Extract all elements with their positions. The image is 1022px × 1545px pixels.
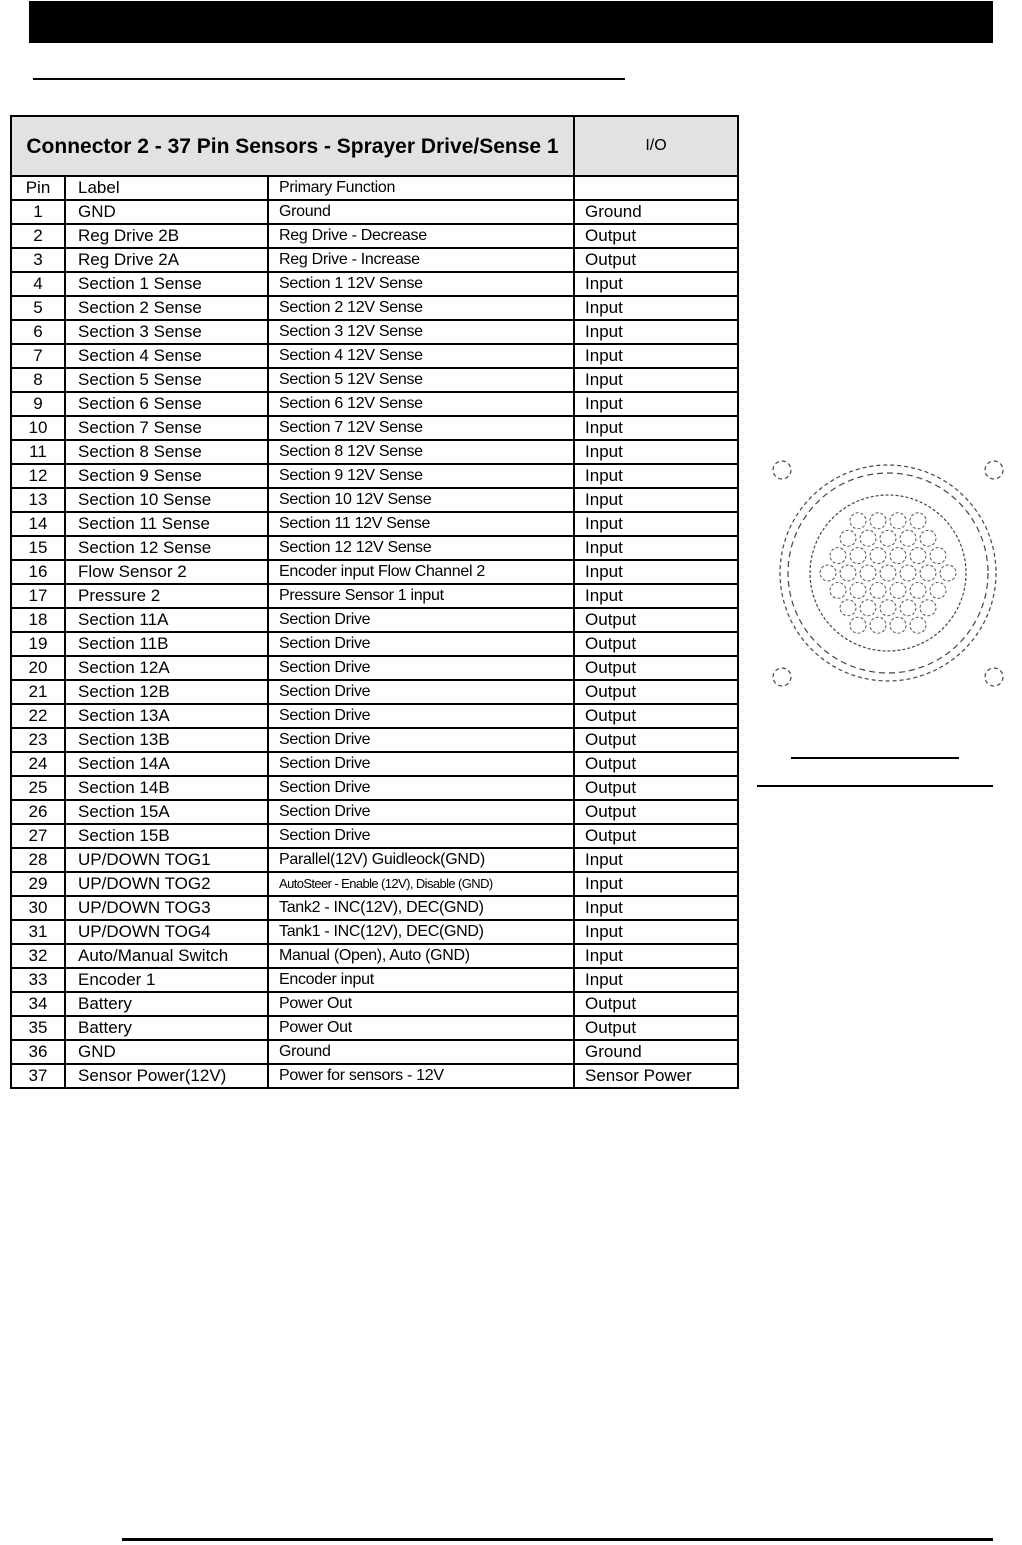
pin-number: 19 [11,632,65,656]
pin-number: 28 [11,848,65,872]
table-row [11,224,738,248]
pin-io-type: Input [574,440,738,464]
pin-label: Reg Drive 2B [65,224,268,248]
pin-function: Section 12 12V Sense [268,536,574,560]
pin-function: Section 4 12V Sense [268,344,574,368]
pin-label: UP/DOWN TOG2 [65,872,268,896]
pin-number: 18 [11,608,65,632]
pin-number: 20 [11,656,65,680]
connector-pin-field [820,513,956,633]
pin-function: Section Drive [268,800,574,824]
figure-caption-rule [791,757,959,759]
pin-io-type: Output [574,752,738,776]
connector-pin [870,513,886,529]
pin-function: Power Out [268,1016,574,1040]
pin-io-type: Input [574,272,738,296]
pin-function: Power for sensors - 12V [268,1064,574,1088]
pin-number: 13 [11,488,65,512]
pin-label: Flow Sensor 2 [65,560,268,584]
pin-io-type: Output [574,608,738,632]
pinout-table [10,115,739,1089]
pin-function: Ground [268,200,574,224]
pin-io-type: Input [574,464,738,488]
pin-number: 6 [11,320,65,344]
table-row [11,992,738,1016]
pin-io-type: Input [574,488,738,512]
table-row [11,1016,738,1040]
table-row [11,968,738,992]
pin-label: Section 10 Sense [65,488,268,512]
table-row [11,584,738,608]
connector-insert [810,495,966,651]
column-header-io [574,176,738,200]
section-heading-rule [33,78,625,80]
pin-io-type: Output [574,728,738,752]
pin-number: 15 [11,536,65,560]
pin-io-type: Output [574,680,738,704]
pin-label: Section 12A [65,656,268,680]
pin-io-type: Input [574,296,738,320]
table-row [11,608,738,632]
pin-io-type: Input [574,368,738,392]
table-row [11,800,738,824]
table-row [11,344,738,368]
table-row [11,1064,738,1088]
pin-label: UP/DOWN TOG3 [65,896,268,920]
pin-label: Section 11B [65,632,268,656]
pin-function: Parallel(12V) Guidleock(GND) [268,848,574,872]
pin-function: Section 8 12V Sense [268,440,574,464]
connector-pin [890,513,906,529]
table-row [11,704,738,728]
pin-label: Section 12B [65,680,268,704]
connector-pin [830,582,846,598]
pin-number: 35 [11,1016,65,1040]
pin-function: Tank2 - INC(12V), DEC(GND) [268,896,574,920]
pin-number: 12 [11,464,65,488]
pin-function: Reg Drive - Decrease [268,224,574,248]
connector-pin [940,565,956,581]
figure-subcaption-rule [757,785,993,787]
pin-io-type: Input [574,872,738,896]
table-row [11,560,738,584]
connector-pin [920,530,936,546]
column-header-label: Label [65,176,268,200]
mounting-hole-bottom-right [985,668,1003,686]
connector-pin [850,513,866,529]
pin-label: UP/DOWN TOG4 [65,920,268,944]
pin-function: Pressure Sensor 1 input [268,584,574,608]
table-row [11,440,738,464]
connector-pin [930,548,946,564]
table-row [11,368,738,392]
table-row [11,944,738,968]
column-header-row [11,176,738,200]
connector-pin [910,582,926,598]
table-row [11,680,738,704]
table-row [11,536,738,560]
pin-function: Manual (Open), Auto (GND) [268,944,574,968]
table-title-row [11,116,738,176]
connector-pin [880,530,896,546]
pin-io-type: Output [574,1016,738,1040]
pin-number: 17 [11,584,65,608]
pin-function: Section Drive [268,824,574,848]
io-header: I/O [574,116,738,176]
pin-function: Section 6 12V Sense [268,392,574,416]
pin-function: Section 9 12V Sense [268,464,574,488]
pin-function: Power Out [268,992,574,1016]
pin-io-type: Input [574,560,738,584]
pin-io-type: Output [574,992,738,1016]
pin-io-type: Output [574,776,738,800]
pin-label: Sensor Power(12V) [65,1064,268,1088]
pin-label: Battery [65,992,268,1016]
table-row [11,824,738,848]
pin-label: UP/DOWN TOG1 [65,848,268,872]
connector-pin [870,617,886,633]
pin-number: 27 [11,824,65,848]
pin-label: GND [65,1040,268,1064]
pin-function: Tank1 - INC(12V), DEC(GND) [268,920,574,944]
table-title: Connector 2 - 37 Pin Sensors - Sprayer Drive/Sense 1 [11,116,574,176]
pin-io-type: Input [574,968,738,992]
pin-number: 2 [11,224,65,248]
pin-label: Section 13B [65,728,268,752]
pin-number: 16 [11,560,65,584]
table-row [11,272,738,296]
connector-shell [788,473,988,673]
table-row [11,416,738,440]
pin-number: 4 [11,272,65,296]
pin-io-type: Output [574,800,738,824]
pin-label: Section 3 Sense [65,320,268,344]
table-row [11,296,738,320]
table-row [11,488,738,512]
connector-pin [860,530,876,546]
table-row [11,848,738,872]
pin-function: Reg Drive - Increase [268,248,574,272]
pin-number: 10 [11,416,65,440]
pin-number: 34 [11,992,65,1016]
pin-number: 33 [11,968,65,992]
header-bar [29,1,993,43]
connector-pin [830,548,846,564]
connector-pin [900,530,916,546]
column-header-pin: Pin [11,176,65,200]
pin-label: Section 8 Sense [65,440,268,464]
connector-pin [930,582,946,598]
connector-flange [780,465,996,681]
connector-pin [890,582,906,598]
pin-label: Section 9 Sense [65,464,268,488]
pin-io-type: Input [574,416,738,440]
pin-label: Section 1 Sense [65,272,268,296]
pin-function: Encoder input Flow Channel 2 [268,560,574,584]
pin-number: 26 [11,800,65,824]
pin-io-type: Ground [574,200,738,224]
pin-number: 23 [11,728,65,752]
table-row [11,632,738,656]
pin-label: Section 15B [65,824,268,848]
mounting-hole-top-left [773,461,791,479]
pin-label: Section 4 Sense [65,344,268,368]
connector-pin [920,565,936,581]
pin-io-type: Input [574,896,738,920]
pin-function: Section Drive [268,656,574,680]
pin-label: Section 13A [65,704,268,728]
pin-number: 30 [11,896,65,920]
pin-function: Section 5 12V Sense [268,368,574,392]
pin-label: Auto/Manual Switch [65,944,268,968]
pin-number: 11 [11,440,65,464]
pin-io-type: Input [574,512,738,536]
table-row [11,392,738,416]
pin-io-type: Output [574,656,738,680]
connector-pin [860,600,876,616]
connector-pin [890,617,906,633]
pin-number: 32 [11,944,65,968]
connector-pin [840,565,856,581]
table-row [11,248,738,272]
table-row [11,872,738,896]
pin-io-type: Sensor Power [574,1064,738,1088]
pin-function: Section 11 12V Sense [268,512,574,536]
pin-io-type: Input [574,320,738,344]
pin-number: 8 [11,368,65,392]
connector-pin [840,600,856,616]
pin-function: Section 10 12V Sense [268,488,574,512]
connector-pin [920,600,936,616]
pin-label: Section 5 Sense [65,368,268,392]
pin-number: 29 [11,872,65,896]
pin-function: Section Drive [268,632,574,656]
pin-number: 7 [11,344,65,368]
pin-number: 1 [11,200,65,224]
mounting-hole-bottom-left [773,668,791,686]
pin-function: Section 1 12V Sense [268,272,574,296]
table-row [11,728,738,752]
pin-io-type: Input [574,536,738,560]
connector-pin [880,565,896,581]
footer-rule [122,1538,993,1541]
mounting-hole-top-right [985,461,1003,479]
table-row [11,776,738,800]
pin-function: Encoder input [268,968,574,992]
table-row [11,656,738,680]
pin-function: Section Drive [268,680,574,704]
pin-label: Section 12 Sense [65,536,268,560]
pin-io-type: Output [574,704,738,728]
pin-number: 9 [11,392,65,416]
pin-number: 3 [11,248,65,272]
pin-io-type: Input [574,944,738,968]
pin-io-type: Input [574,848,738,872]
pinout-table-body [11,200,738,1088]
table-row [11,896,738,920]
table-row [11,512,738,536]
pin-number: 22 [11,704,65,728]
pin-label: GND [65,200,268,224]
pin-io-type: Output [574,632,738,656]
connector-pin [900,600,916,616]
connector-pin [850,582,866,598]
pin-io-type: Input [574,920,738,944]
pin-number: 24 [11,752,65,776]
connector-pin [910,617,926,633]
pin-function: Section Drive [268,704,574,728]
pin-function: Section 2 12V Sense [268,296,574,320]
connector-pin [840,530,856,546]
pin-label: Section 7 Sense [65,416,268,440]
pin-io-type: Input [574,584,738,608]
pin-function: Section Drive [268,776,574,800]
connector-pin [880,600,896,616]
connector-37-pin-icon [762,445,1017,710]
table-row [11,200,738,224]
pin-function: Section Drive [268,728,574,752]
pin-label: Reg Drive 2A [65,248,268,272]
pin-label: Battery [65,1016,268,1040]
pin-function: AutoSteer - Enable (12V), Disable (GND) [268,872,574,896]
pin-function: Section Drive [268,608,574,632]
pin-number: 25 [11,776,65,800]
pin-function: Ground [268,1040,574,1064]
connector-pin [870,548,886,564]
table-row [11,464,738,488]
connector-pin [890,548,906,564]
pin-label: Section 2 Sense [65,296,268,320]
pin-label: Section 14A [65,752,268,776]
pin-label: Section 11A [65,608,268,632]
pin-number: 37 [11,1064,65,1088]
pin-label: Encoder 1 [65,968,268,992]
connector-pin [860,565,876,581]
column-header-function: Primary Function [268,176,574,200]
pin-io-type: Ground [574,1040,738,1064]
pin-io-type: Output [574,224,738,248]
pin-io-type: Input [574,392,738,416]
pin-label: Section 14B [65,776,268,800]
pin-function: Section 3 12V Sense [268,320,574,344]
connector-pin [870,582,886,598]
connector-pin [910,548,926,564]
pin-label: Pressure 2 [65,584,268,608]
table-row [11,920,738,944]
pin-io-type: Output [574,248,738,272]
pin-number: 5 [11,296,65,320]
table-row [11,752,738,776]
connector-pin [900,565,916,581]
pin-function: Section 7 12V Sense [268,416,574,440]
table-row [11,320,738,344]
pin-function: Section Drive [268,752,574,776]
pin-label: Section 15A [65,800,268,824]
connector-pin [850,617,866,633]
pin-number: 31 [11,920,65,944]
connector-pin [910,513,926,529]
pin-io-type: Input [574,344,738,368]
pin-label: Section 6 Sense [65,392,268,416]
pin-number: 14 [11,512,65,536]
pin-number: 21 [11,680,65,704]
pin-io-type: Output [574,824,738,848]
pin-label: Section 11 Sense [65,512,268,536]
table-row [11,1040,738,1064]
connector-pin [820,565,836,581]
pin-number: 36 [11,1040,65,1064]
connector-pin [850,548,866,564]
